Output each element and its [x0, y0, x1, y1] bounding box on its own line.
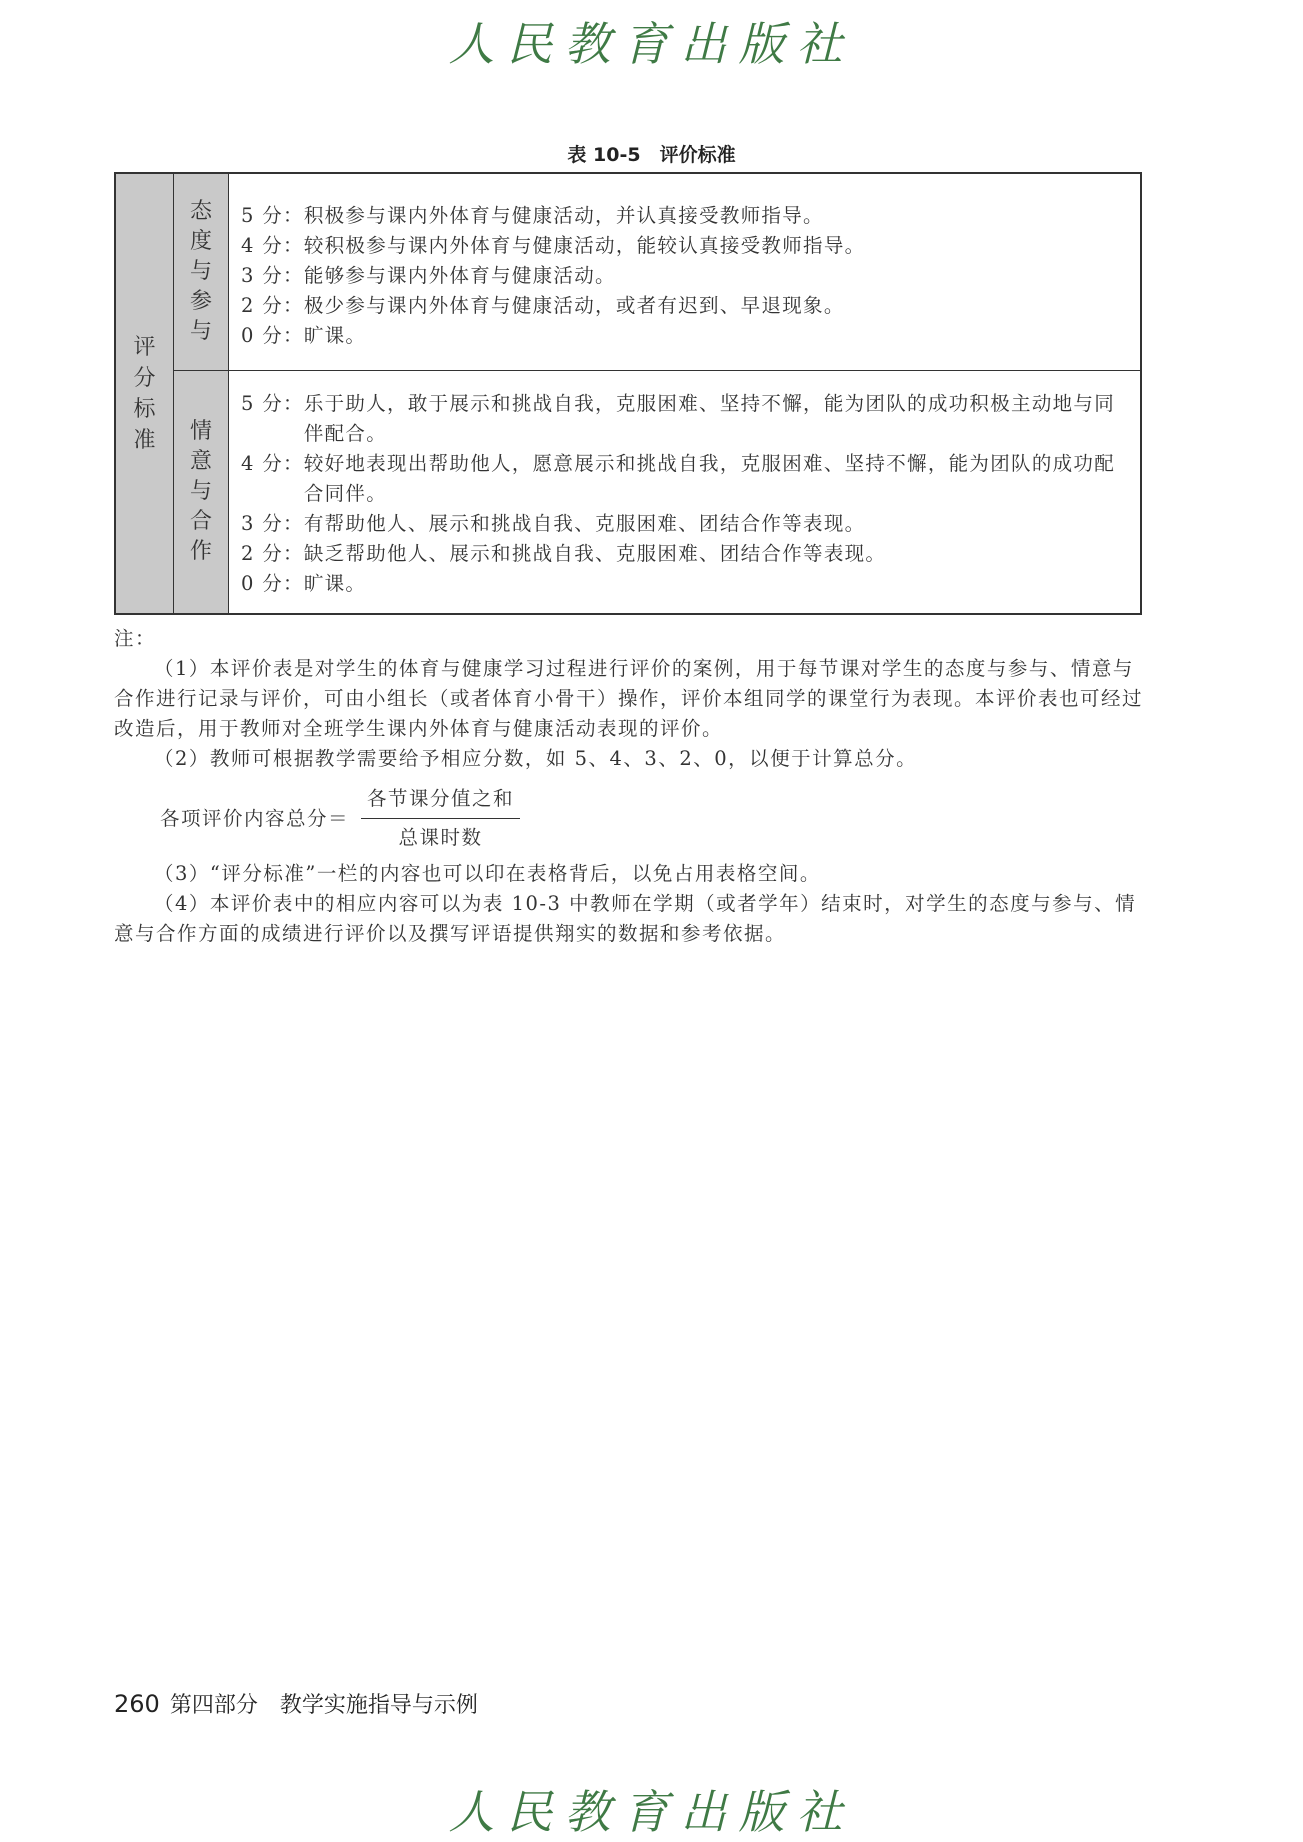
formula-denominator: 总课时数 [398, 826, 483, 849]
list-item: 5 分： 乐于助人，敢于展示和挑战自我，克服困难、坚持不懈，能为团队的成功积极主动地与同伴配合。 [241, 392, 1116, 445]
list-item: 2 分： 缺乏帮助他人、展示和挑战自我、克服困难、团结合作等表现。 [241, 542, 887, 565]
formula-numerator: 各节课分值之和 [361, 784, 520, 819]
sub-category-char: 合 [189, 509, 212, 534]
sub-category-char: 与 [189, 319, 212, 344]
publisher-logo-bottom: 人民教育出版社 [448, 1785, 855, 1839]
sub-category-char: 态 [189, 199, 212, 224]
list-item: 2 分： 极少参与课内外体育与健康活动，或者有迟到、早退现象。 [241, 294, 845, 317]
notes-section [114, 624, 1144, 949]
list-item: 3 分： 有帮助他人、展示和挑战自我、克服困难、团结合作等表现。 [241, 512, 866, 535]
note-4: （4）本评价表中的相应内容可以为表 10-3 中教师在学期（或者学年）结束时，对学生的态度与参与、情意与合作方面的成绩进行评价以及撰写评语提供翔实的数据和参考依据。 [114, 892, 1137, 945]
list-item: 0 分： 旷课。 [241, 572, 367, 595]
main-category-cell [115, 173, 174, 614]
sub-category-attitude [174, 173, 229, 371]
sub-category-char: 与 [189, 259, 212, 284]
sub-category-cooperation [174, 371, 229, 615]
list-item: 5 分： 积极参与课内外体育与健康活动，并认真接受教师指导。 [241, 204, 824, 227]
sub-category-char: 度 [189, 229, 212, 254]
main-category-char: 准 [133, 427, 156, 453]
sub-category-char: 与 [189, 479, 212, 504]
criteria-content-attitude [229, 173, 1142, 371]
sub-category-char: 情 [189, 419, 212, 444]
page-footer [114, 1688, 478, 1719]
score-formula [160, 784, 1144, 853]
criteria-content-cooperation [229, 371, 1142, 615]
page-number: 260 [114, 1690, 160, 1718]
list-item: 3 分： 能够参与课内外体育与健康活动。 [241, 264, 616, 287]
main-category-char: 评 [133, 334, 156, 360]
sub-category-char: 参 [189, 289, 212, 314]
main-category-char: 分 [133, 365, 156, 391]
table-title: 表 10-5 评价标准 [567, 144, 736, 166]
sub-category-char: 作 [189, 539, 212, 564]
list-item: 4 分： 较好地表现出帮助他人，愿意展示和挑战自我，克服困难、坚持不懈，能为团队的成功配合同伴。 [241, 452, 1116, 505]
table-row [115, 371, 1141, 615]
list-item: 0 分： 旷课。 [241, 324, 367, 347]
note-3: （3）“评分标准”一栏的内容也可以印在表格背后，以免占用表格空间。 [154, 862, 821, 885]
publisher-logo-top: 人民教育出版社 [448, 17, 855, 71]
main-category-char: 标 [133, 396, 156, 422]
list-item: 4 分： 较积极参与课内外体育与健康活动，能较认真接受教师指导。 [241, 234, 866, 257]
table-row [115, 173, 1141, 371]
notes-heading: 注： [114, 627, 157, 650]
criteria-table [114, 172, 1142, 615]
footer-chapter: 教学实施指导与示例 [279, 1693, 478, 1718]
formula-lhs: 各项评价内容总分＝ [160, 806, 350, 830]
formula-fraction [361, 784, 520, 853]
sub-category-char: 意 [189, 449, 212, 474]
note-2: （2）教师可根据教学需要给予相应分数，如 5、4、3、2、0，以便于计算总分。 [154, 747, 918, 770]
note-1: （1）本评价表是对学生的体育与健康学习过程进行评价的案例，用于每节课对学生的态度与参与、情意与合作进行记录与评价，可由小组长（或者体育小骨干）操作，评价本组同学的课堂行为表现。本评价表也可经过改造后，用于教师对全班学生课内外体育与健康活动表现的评价。 [114, 657, 1144, 740]
footer-part: 第四部分 [169, 1693, 258, 1718]
